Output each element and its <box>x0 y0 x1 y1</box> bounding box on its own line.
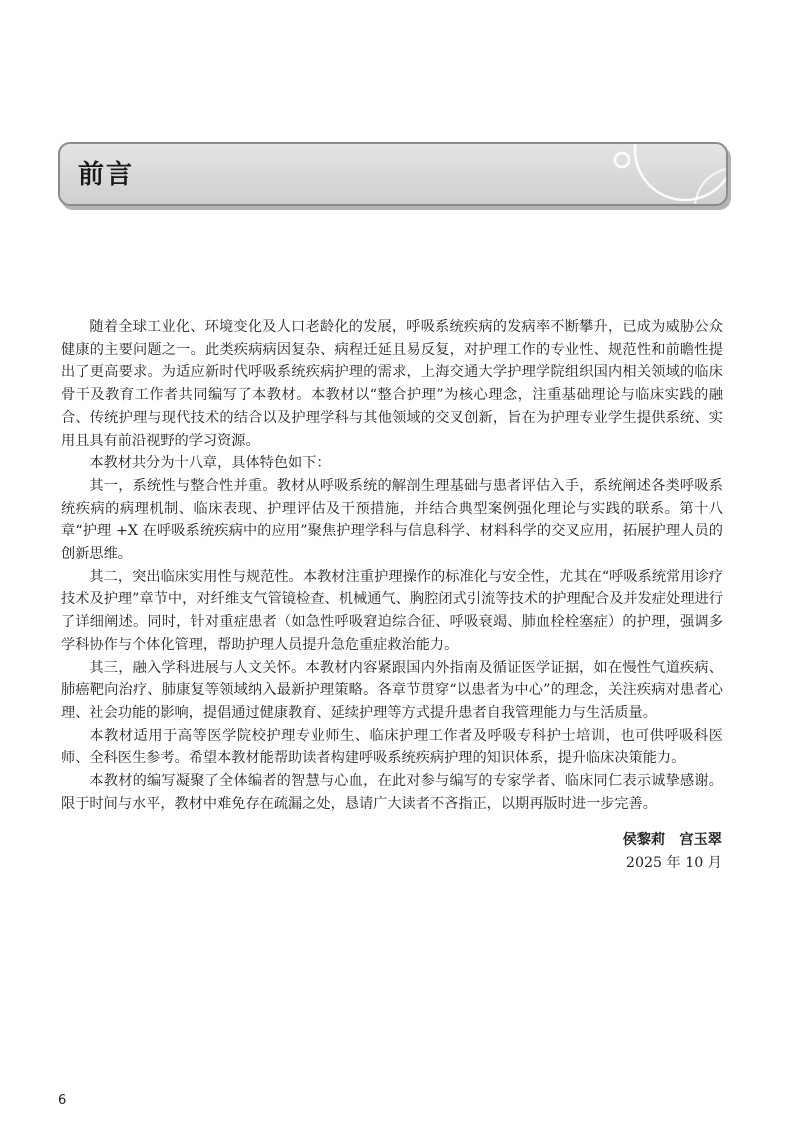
paragraph: 其二，突出临床实用性与规范性。本教材注重护理操作的标准化与安全性，尤其在“呼吸系统常用诊疗技术及护理”章节中，对纤维支气管镜检查、机械通气、胸腔闭式引流等技术的护理配合及并发症处理进行了详细阐述。同时，针对重症患者（如急性呼吸窘迫综合征、呼吸衰竭、肺血栓栓塞症）的护理，强调多学科协作与个体化管理，帮助护理人员提升急危重症救治能力。 <box>61 568 723 653</box>
page-title: 前言 <box>78 160 135 190</box>
preface-body <box>61 316 723 815</box>
paragraph: 本教材共分为十八章，具体特色如下： <box>89 455 331 472</box>
paragraph: 本教材的编写凝聚了全体编者的智慧与心血，在此对参与编写的专家学者、临床同仁表示诚挚感谢。限于时间与水平，教材中难免存在疏漏之处，恳请广大读者不吝指正，以期再版时进一步完善。 <box>61 773 723 812</box>
paragraph: 其三，融入学科进展与人文关怀。本教材内容紧跟国内外指南及循证医学证据，如在慢性气道疾病、肺癌靶向治疗、肺康复等领域纳入最新护理策略。各章节贯穿“以患者为中心”的理念，关注疾病对患者心理、社会功能的影响，提倡通过健康教育、延续护理等方式提升患者自我管理能力与生活质量。 <box>61 659 723 721</box>
paragraph: 随着全球工业化、环境变化及人口老龄化的发展，呼吸系统疾病的发病率不断攀升，已成为威胁公众健康的主要问题之一。此类疾病病因复杂、病程迁延且易反复，对护理工作的专业性、规范性和前瞻性提出了更高要求。为适应新时代呼吸系统疾病护理的需求，上海交通大学护理学院组织国内相关领域的临床骨干及教育工作者共同编写了本教材。本教材以“整合护理”为核心理念，注重基础理论与临床实践的融合、传统护理与现代技术的结合以及护理学科与其他领域的交叉创新，旨在为护理专业学生提供系统、实用且具有前沿视野的学习资源。 <box>61 319 723 449</box>
paragraph: 其一，系统性与整合性并重。教材从呼吸系统的解剖生理基础与患者评估入手，系统阐述各类呼吸系统疾病的病理机制、临床表现、护理评估及干预措施，并结合典型案例强化理论与实践的联系。第十八章“护理 +X 在呼吸系统疾病中的应用”聚焦护理学科与信息科学、材料科学的交叉应用，拓展护理人员的创新思维。 <box>61 477 723 563</box>
author-names: 侯黎莉 宫玉翠 <box>622 832 722 848</box>
preface-header-banner <box>58 142 728 206</box>
signature-date: 2025 年 10 月 <box>625 855 722 871</box>
decorative-circles-icon <box>60 144 726 204</box>
page-number: 6 <box>58 1093 67 1108</box>
signature-block <box>623 829 722 875</box>
paragraph: 本教材适用于高等医学院校护理专业师生、临床护理工作者及呼吸专科护士培训，也可供呼吸科医师、全科医生参考。希望本教材能帮助读者构建呼吸系统疾病护理的知识体系，提升临床决策能力。 <box>61 727 723 767</box>
